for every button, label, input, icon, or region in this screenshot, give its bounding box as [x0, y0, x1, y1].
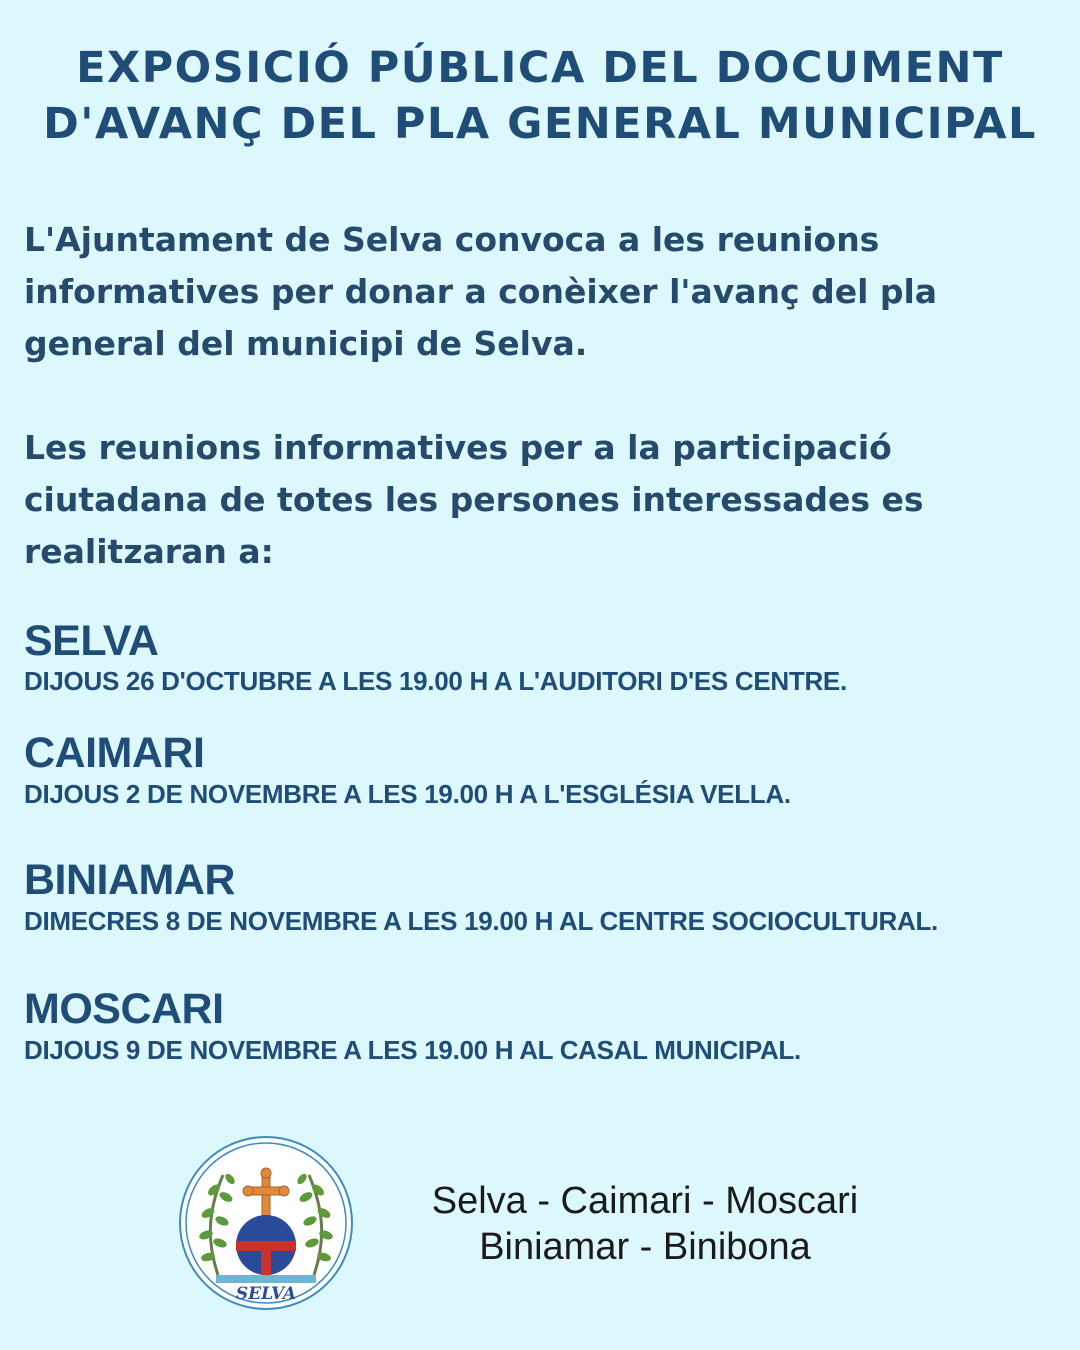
meeting-town-caimari: CAIMARI	[24, 729, 205, 777]
meeting-town-biniamar: BINIAMAR	[24, 856, 235, 904]
villages-line-1: Selva - Caimari - Moscari	[431, 1180, 859, 1222]
title-line-1: EXPOSICIÓ PÚBLICA DEL DOCUMENT	[76, 43, 1004, 93]
participation-line-1: Les reunions informatives per a la participació	[24, 428, 892, 467]
intro-line-3: general del municipi de Selva.	[24, 324, 588, 363]
title-line-2: D'AVANÇ DEL PLA GENERAL MUNICIPAL	[43, 99, 1037, 149]
participation-line-2: ciutadana de totes les persones interessades es	[24, 480, 924, 519]
participation-line-3: realitzaran a:	[24, 532, 274, 571]
participation-paragraph	[24, 422, 1064, 578]
logo-text: SELVA	[235, 1284, 297, 1304]
villages-list	[380, 1178, 910, 1270]
meeting-town-selva: SELVA	[24, 617, 159, 665]
intro-line-1: L'Ajuntament de Selva convoca a les reunions	[24, 220, 880, 259]
intro-paragraph	[24, 214, 1064, 370]
intro-line-2: informatives per donar a conèixer l'avanç del pla	[24, 272, 938, 311]
villages-line-2: Biniamar - Binibona	[479, 1226, 811, 1268]
selva-logo	[178, 1135, 354, 1311]
page-title	[0, 40, 1080, 152]
meeting-detail-moscari: DIJOUS 9 DE NOVEMBRE A LES 19.00 H AL CASAL MUNICIPAL.	[24, 1035, 801, 1065]
meeting-town-moscari: MOSCARI	[24, 985, 224, 1033]
globe-icon	[236, 1215, 296, 1275]
water-band	[216, 1275, 316, 1283]
meeting-detail-biniamar: DIMECRES 8 DE NOVEMBRE A LES 19.00 H AL CENTRE SOCIOCULTURAL.	[24, 906, 938, 936]
meeting-detail-caimari: DIJOUS 2 DE NOVEMBRE A LES 19.00 H A L'ESGLÉSIA VELLA.	[24, 779, 791, 809]
meeting-detail-selva: DIJOUS 26 D'OCTUBRE A LES 19.00 H A L'AUDITORI D'ES CENTRE.	[24, 666, 847, 696]
